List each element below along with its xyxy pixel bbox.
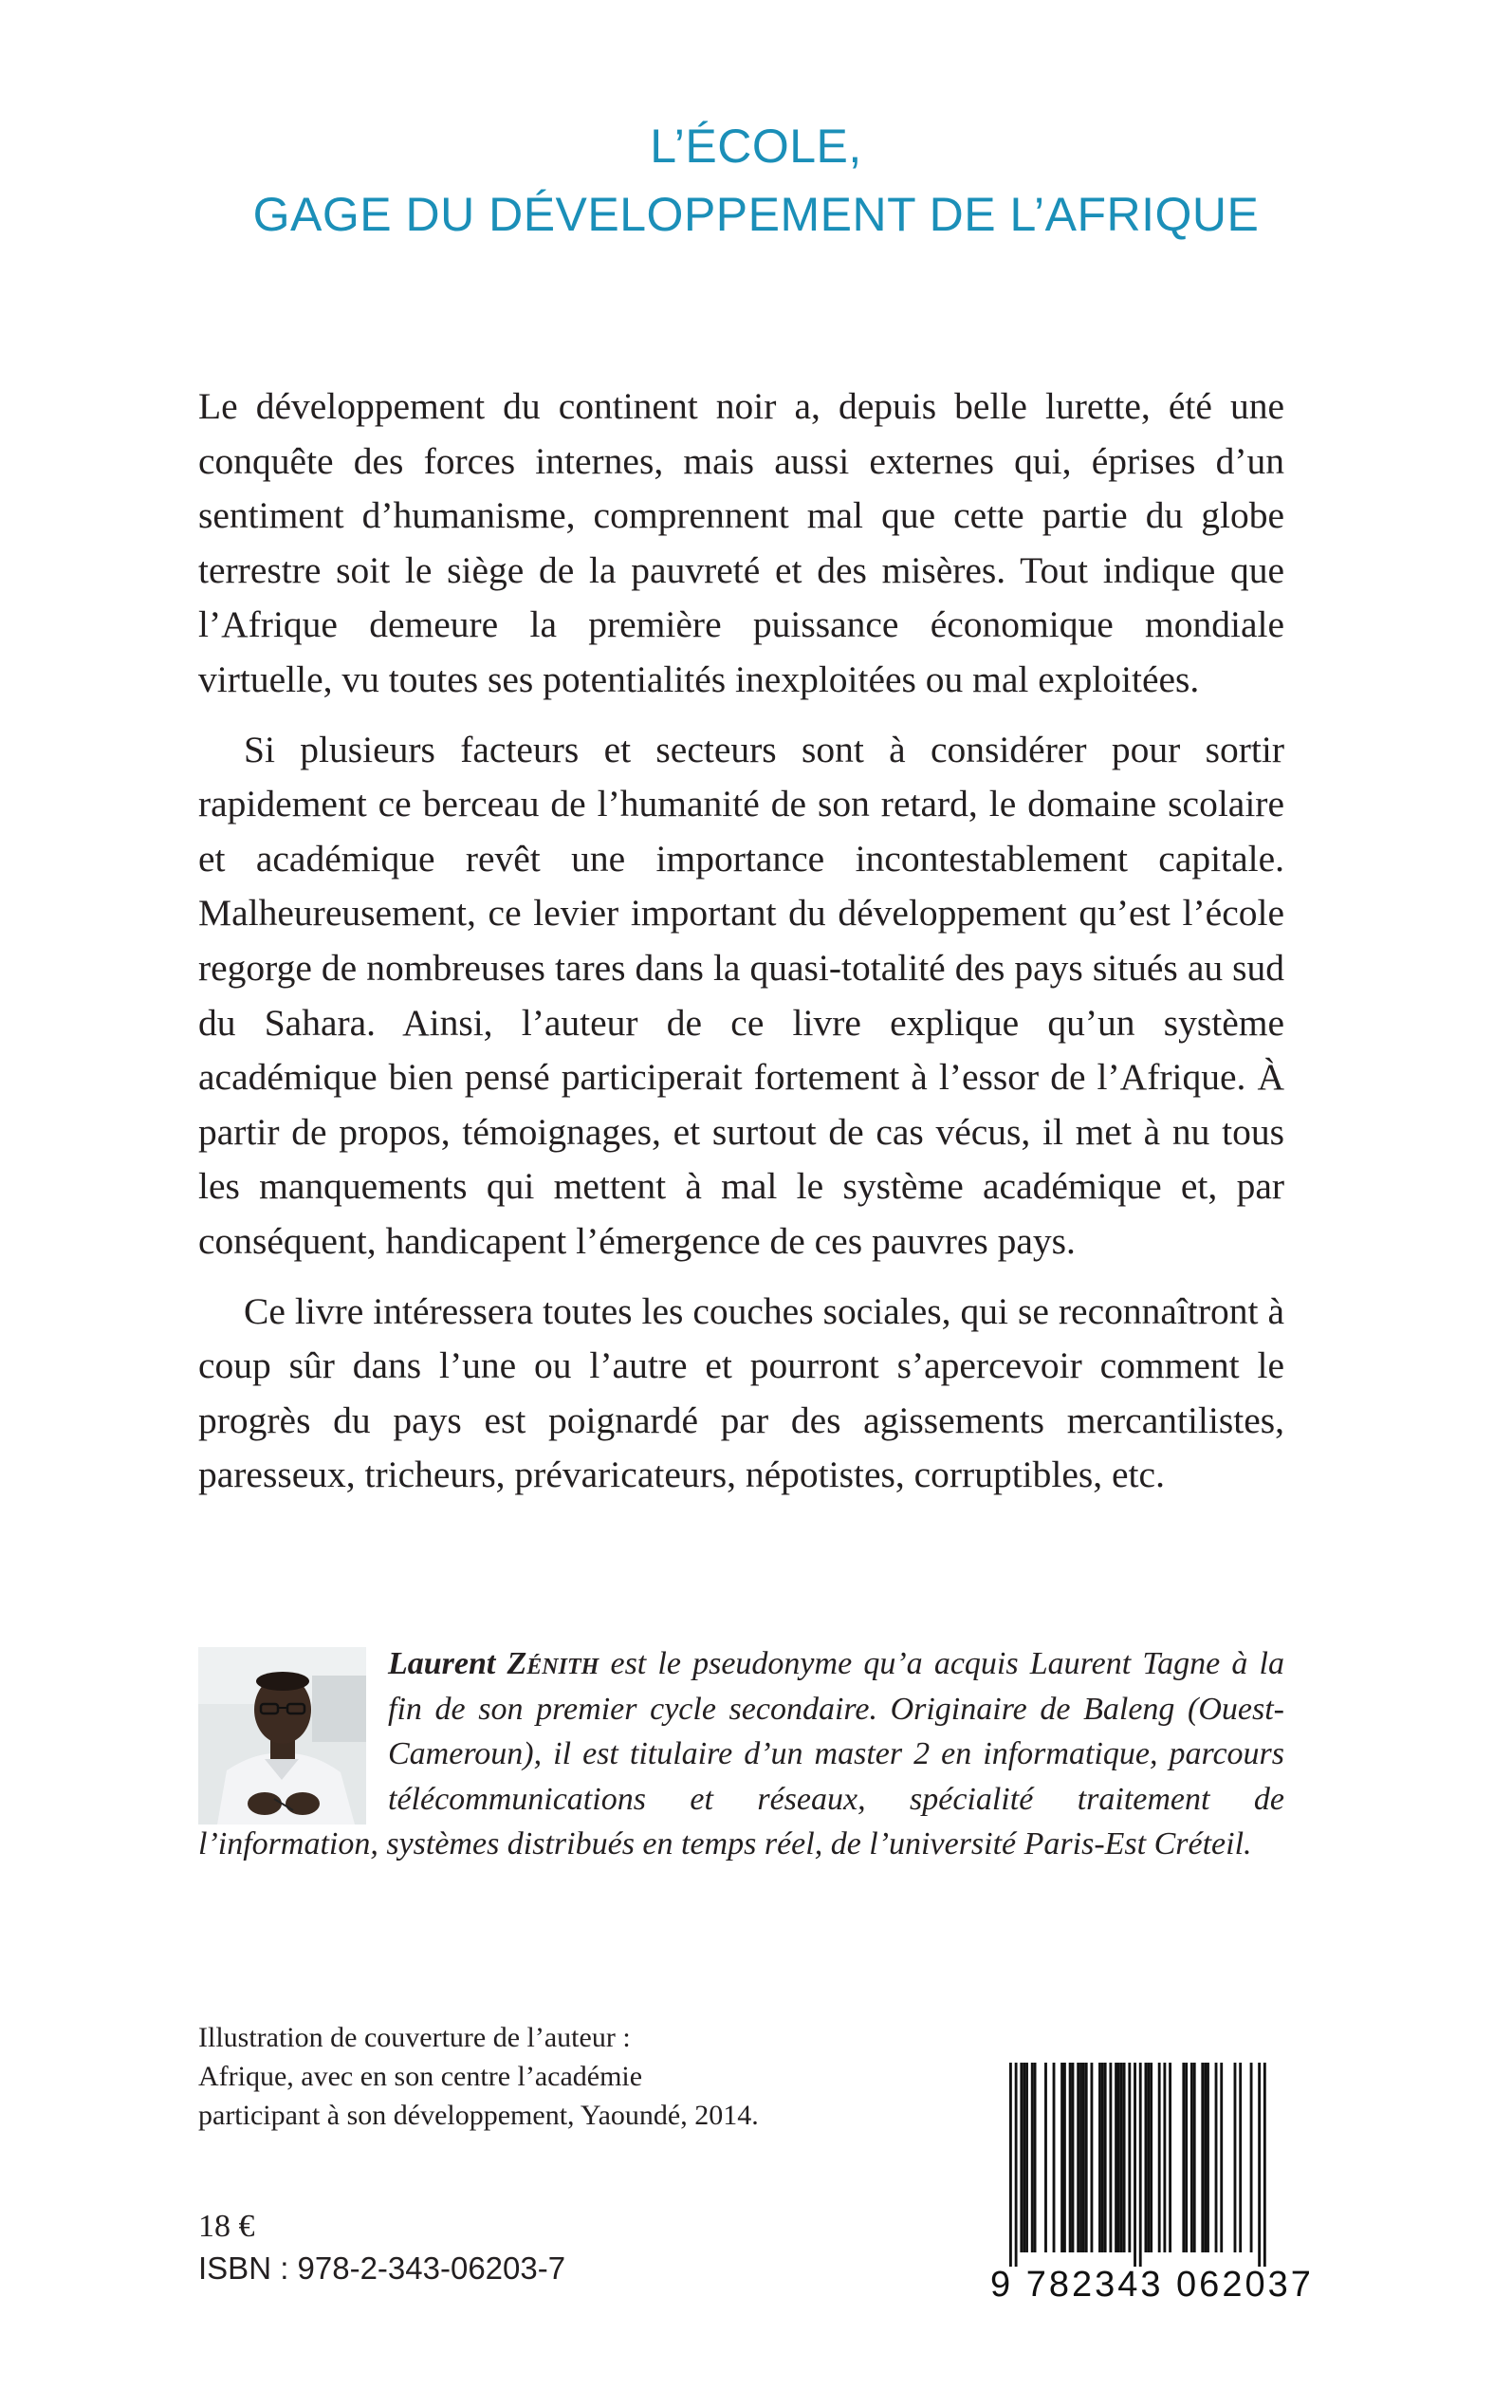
barcode-bar	[1123, 2063, 1126, 2252]
barcode-bar	[1158, 2063, 1161, 2252]
barcode-bar	[1128, 2063, 1131, 2252]
barcode-bar	[1091, 2063, 1094, 2252]
cover-illustration-credits	[198, 2018, 862, 2135]
barcode-bar	[1185, 2063, 1188, 2252]
barcode-digits: 9 782343 062037	[990, 2265, 1314, 2305]
barcode-bar	[1063, 2063, 1066, 2252]
barcode-bar	[1163, 2063, 1166, 2252]
barcode	[990, 2063, 1314, 2307]
barcode-bar	[1190, 2063, 1193, 2252]
barcode-bar	[1025, 2063, 1028, 2252]
barcode-bar	[1069, 2063, 1072, 2252]
barcode-bar	[1239, 2063, 1242, 2252]
barcode-bar	[1060, 2063, 1063, 2252]
barcode-bar	[1193, 2063, 1196, 2252]
price: 18 €	[198, 2209, 255, 2244]
book-title	[0, 112, 1512, 249]
barcode-bar	[1120, 2063, 1123, 2252]
barcode-bar	[1079, 2063, 1082, 2252]
barcode-bar	[1250, 2063, 1253, 2252]
book-title-line-1: L’ÉCOLE,	[650, 120, 862, 173]
summary-paragraph-1: Le développement du continent noir a, depuis belle lurette, été une conquête des forces internes, mais aussi externes qui, éprises d’un sentiment d’humanisme, comprennent mal que cette partie du globe terrestre soit le siège de la pauvreté et des misères. Tout indique que l’Afrique demeure la première puissance économique mondiale virtuelle, vu toutes ses potentialités inexploitées ou mal exploitées.	[198, 385, 1284, 700]
barcode-bar	[1201, 2063, 1204, 2252]
barcode-bar	[1034, 2063, 1037, 2252]
author-bio-text: est le pseudonyme qu’a acquis Laurent Tagne à la fin de son premier cycle secondaire. Originaire de Baleng (Ouest-Cameroun), il est titulaire d’un master 2 en informatique, parcours télécommunications et réseaux, spécialité traitement de l’information, systèmes distribués en temps réel, de l’université Paris-Est Créteil.	[198, 1646, 1284, 1862]
barcode-bar	[1077, 2063, 1079, 2252]
barcode-bar	[1031, 2063, 1034, 2252]
barcode-bar	[1015, 2063, 1018, 2267]
credits-line-2: Afrique, avec en son centre l’académie	[198, 2061, 643, 2092]
author-portrait-image	[198, 1647, 366, 1825]
barcode-bar	[1023, 2063, 1025, 2252]
isbn: ISBN : 978-2-343-06203-7	[198, 2251, 566, 2286]
barcode-bar	[1053, 2063, 1056, 2252]
barcode-bar	[1101, 2063, 1104, 2252]
barcode-bar	[1109, 2063, 1112, 2252]
barcode-bar	[1220, 2063, 1223, 2252]
barcode-bar	[1134, 2063, 1136, 2267]
barcode-bar	[1117, 2063, 1120, 2252]
barcode-bar	[1009, 2063, 1012, 2267]
book-title-line-2: GAGE DU DÉVELOPPEMENT DE L’AFRIQUE	[252, 188, 1260, 241]
barcode-bar	[1082, 2063, 1085, 2252]
barcode-bar	[1085, 2063, 1088, 2252]
barcode-bar	[1258, 2063, 1261, 2267]
barcode-bar	[1072, 2063, 1075, 2252]
barcode-bar	[1204, 2063, 1207, 2252]
barcode-bar	[1215, 2063, 1218, 2252]
credits-line-1: Illustration de couverture de l’auteur :	[198, 2022, 631, 2053]
summary-paragraph-2: Si plusieurs facteurs et secteurs sont à considérer pour sortir rapidement ce berceau de l’humanité de son retard, le domaine scolaire et académique revêt une importance incontestablement capitale. Malheureusement, ce levier important du développement qu’est l’école regorge de nombreuses tares dans la quasi-totalité des pays situés au sud du Sahara. Ainsi, l’auteur de ce livre explique qu’un système académique bien pensé participerait fortement à l’essor de l’Afrique. À partir de propos, témoignages, et surtout de cas vécus, il met à nu tous les manquements qui mettent à mal le système académique et, par conséquent, handicapent l’émergence de ces pauvres pays.	[198, 728, 1284, 1262]
summary-paragraph-3: Ce livre intéressera toutes les couches sociales, qui se reconnaîtront à coup sûr dans l’une ou l’autre et pourront s’apercevoir comment le progrès du pays est poignardé par des agissements mercantilistes, paresseux, tricheurs, prévaricateurs, népotistes, corruptibles, etc.	[198, 1289, 1284, 1496]
credits-line-3: participant à son développement, Yaoundé, 2014.	[198, 2100, 759, 2131]
barcode-bars-image	[990, 2063, 1280, 2267]
barcode-bar	[1207, 2063, 1209, 2252]
barcode-bar	[1234, 2063, 1237, 2252]
author-surname: Zénith	[507, 1646, 599, 1681]
barcode-bar	[1115, 2063, 1117, 2252]
barcode-bar	[1263, 2063, 1266, 2267]
author-first-name: Laurent	[388, 1646, 507, 1681]
barcode-bar	[1044, 2063, 1047, 2252]
barcode-bar	[1150, 2063, 1152, 2252]
barcode-bar	[1147, 2063, 1150, 2252]
summary-text	[198, 380, 1284, 1503]
barcode-bar	[1145, 2063, 1148, 2252]
barcode-bar	[1182, 2063, 1185, 2252]
barcode-bar	[1104, 2063, 1107, 2252]
barcode-bar	[1139, 2063, 1142, 2267]
barcode-bar	[1169, 2063, 1171, 2252]
barcode-bar	[1098, 2063, 1101, 2252]
barcode-bar	[1020, 2063, 1023, 2252]
author-photo	[198, 1647, 366, 1825]
